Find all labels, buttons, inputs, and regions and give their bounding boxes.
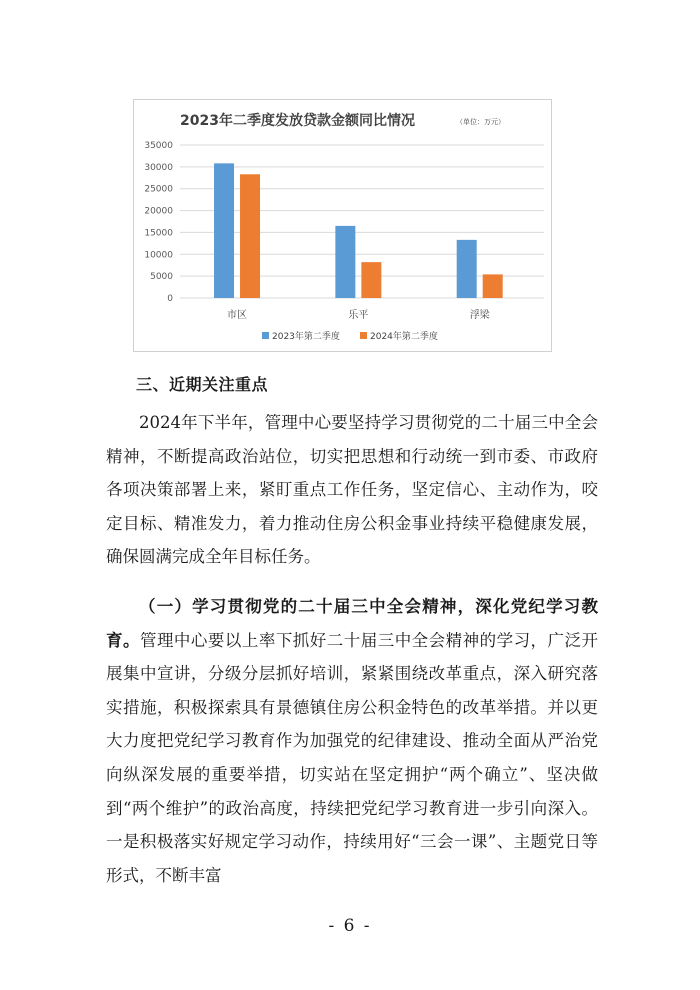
legend-label: 2024年第二季度 <box>370 332 438 342</box>
category-label: 乐平 <box>348 310 369 321</box>
page-number: - 6 - <box>328 916 372 936</box>
section-heading: 三、近期关注重点 <box>136 375 269 394</box>
bar-2023-1 <box>335 226 355 298</box>
legend-label: 2023年第二季度 <box>272 332 340 342</box>
y-tick-label: 20000 <box>144 206 173 217</box>
y-tick-label: 10000 <box>144 250 173 261</box>
bar-2024-1 <box>361 262 381 298</box>
chart-canvas <box>134 100 553 353</box>
chart-title: 2023年二季度发放贷款金额同比情况 <box>180 113 415 129</box>
paragraph-1: 2024年下半年，管理中心要坚持学习贯彻党的二十届三中全会精神，不断提高政治站位，切实把思想和行动统一到市委、市政府各项决策部署上来，紧盯重点工作任务，坚定信心、主动作为，咬定目标、精准发力，着力推动住房公积金事业持续平稳健康发展，确保圆满完成全年目标任务。 <box>106 413 598 567</box>
y-tick-label: 30000 <box>144 162 173 173</box>
paragraph-2-body: 管理中心要以上率下抓好二十届三中全会精神的学习，广泛开展集中宣讲，分级分层抓好培训，紧紧围绕改革重点，深入研究落实措施，积极探索具有景德镇住房公积金特色的改革举措。并以更大力度把党纪学习教育作为加强党的纪律建设、推动全面从严治党向纵深发展的重要举措，切实站在坚定拥护“两个确立”、坚决做到“两个维护”的政治高度，持续把党纪学习教育进一步引向深入。一是积极落实好规定学习动作，持续用好“三会一课”、主题党日等形式，不断丰富 <box>106 630 599 885</box>
bar-2024-2 <box>483 274 503 298</box>
paragraph-2-lead: （一）学习贯彻党的二十届三中全会精神，深化党纪学习教育。 <box>106 597 598 650</box>
y-tick-label: 25000 <box>144 184 173 195</box>
bar-2023-0 <box>214 163 234 298</box>
y-tick-label: 5000 <box>150 272 173 283</box>
loan-chart <box>133 99 552 352</box>
y-tick-label: 35000 <box>144 141 173 151</box>
bar-2023-2 <box>457 240 477 298</box>
category-label: 市区 <box>227 310 248 321</box>
category-label: 浮梁 <box>469 310 490 321</box>
bar-2024-0 <box>240 174 260 298</box>
chart-unit-label: （单位：万元） <box>456 118 505 126</box>
y-tick-label: 0 <box>167 294 173 304</box>
legend-swatch <box>360 332 367 339</box>
y-tick-label: 15000 <box>144 228 173 239</box>
legend-swatch <box>262 332 269 339</box>
paragraph-2 <box>106 590 598 892</box>
